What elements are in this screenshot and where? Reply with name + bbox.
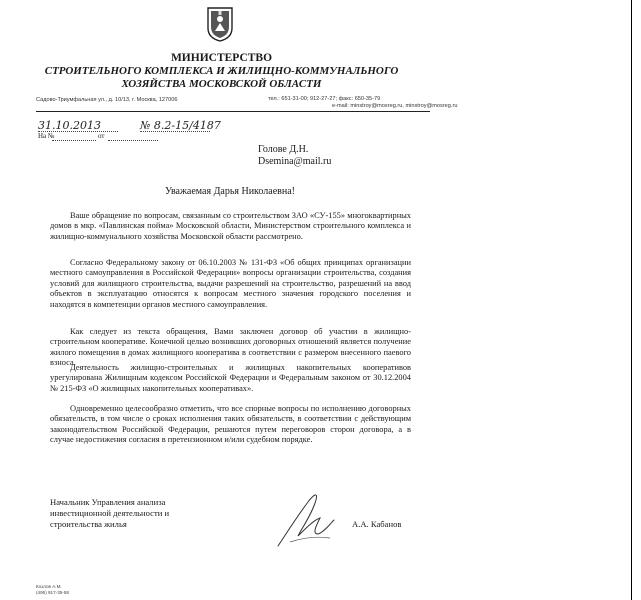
body-paragraph: Одновременно целесообразно отметить, что все спорные вопросы по исполнению договорных обязательств, в том числе о сроках исполнения таких обязательств, в соответствии с действующим законодательством Российской Федерации, решаются путем переговоров сторон договора, а в случае недостижения согласия в претензионном и/или судебном порядке. [50, 404, 411, 445]
signer-position [50, 497, 230, 530]
ref-number-label: На № [38, 132, 55, 140]
number-underline [140, 131, 210, 132]
signer-position-line1: Начальник Управления анализа [50, 497, 166, 507]
recipient-name: Голове Д.Н. [258, 144, 309, 155]
body-paragraph: Ваше обращение по вопросам, связанным со строительством ЗАО «СУ-155» многоквартирных домов в мкр. «Павлинская пойма» Московской области, Министерством строительного комплекса и жилищно-коммунального хозяйства Московской области рассмотрено. [50, 211, 411, 241]
body-paragraph: Деятельность жилищно-строительных и жилищных накопительных кооперативов урегулирована Жилищным кодексом Российской Федерации и Федеральным законом от 30.12.2004 № 215-ФЗ «О жилищных накопительных кооперативах». [50, 363, 411, 393]
recipient-email: Dsemina@mail.ru [258, 156, 332, 167]
executor-info [36, 584, 69, 596]
outgoing-date: 31.10.2013 [38, 119, 101, 132]
greeting: Уважаемая Дарья Николаевна! [165, 186, 295, 197]
ministry-title: МИНИСТЕРСТВО [170, 52, 273, 64]
signer-name: А.А. Кабанов [352, 519, 402, 529]
signer-position-line2: инвестиционной деятельности и [50, 508, 170, 518]
handwritten-signature-icon [268, 484, 348, 554]
body-paragraph: Согласно Федеральному закону от 06.10.2003 № 131-ФЗ «Об общих принципах организации местного самоуправления в Российской Федерации» вопросы организации строительства, создания условий для жилищного строительства, выдачи разрешений на строительство, разрешений на ввод объектов в эксплуатацию относятся к вопросам местного значения городского поселения и находятся в компетенции органов местного самоуправления. [50, 258, 411, 309]
ref-from-label: от [98, 132, 105, 140]
coat-of-arms-icon [206, 6, 234, 42]
letterhead-divider [36, 111, 430, 112]
ref-date-underline [108, 140, 158, 141]
ministry-address: Садово-Триумфальная ул., д. 10/13, г. Москва, 127006 [36, 97, 178, 103]
executor-name: Козлов А.М. [36, 584, 62, 589]
outgoing-number: № 8.2-15/4187 [140, 119, 221, 132]
body-paragraph: Как следует из текста обращения, Вами заключен договор об участии в жилищно-строительном кооперативе. Конечной целью возникших договорных отношений является получение жилого помещения в домах жилищного кооператива в соответствии с размером внесенного паевого взноса. [50, 327, 411, 368]
ministry-email: e-mail: minstroy@mosreg.ru, minstroy@mosreg.ru [332, 103, 458, 109]
scan-edge-line [631, 0, 632, 600]
signer-position-line3: строительства жилья [50, 519, 127, 529]
ministry-name-line3: ХОЗЯЙСТВА МОСКОВСКОЙ ОБЛАСТИ [121, 78, 322, 90]
ministry-phone: тел.: 651-31-00; 912-27-27; факс: 650-35-79 [268, 96, 381, 102]
ref-number-underline [52, 140, 96, 141]
ministry-name-line2: СТРОИТЕЛЬНОГО КОМПЛЕКСА И ЖИЛИЩНО-КОММУНАЛЬНОГО [44, 65, 399, 77]
executor-phone: (495) 917-35-58 [36, 590, 69, 595]
